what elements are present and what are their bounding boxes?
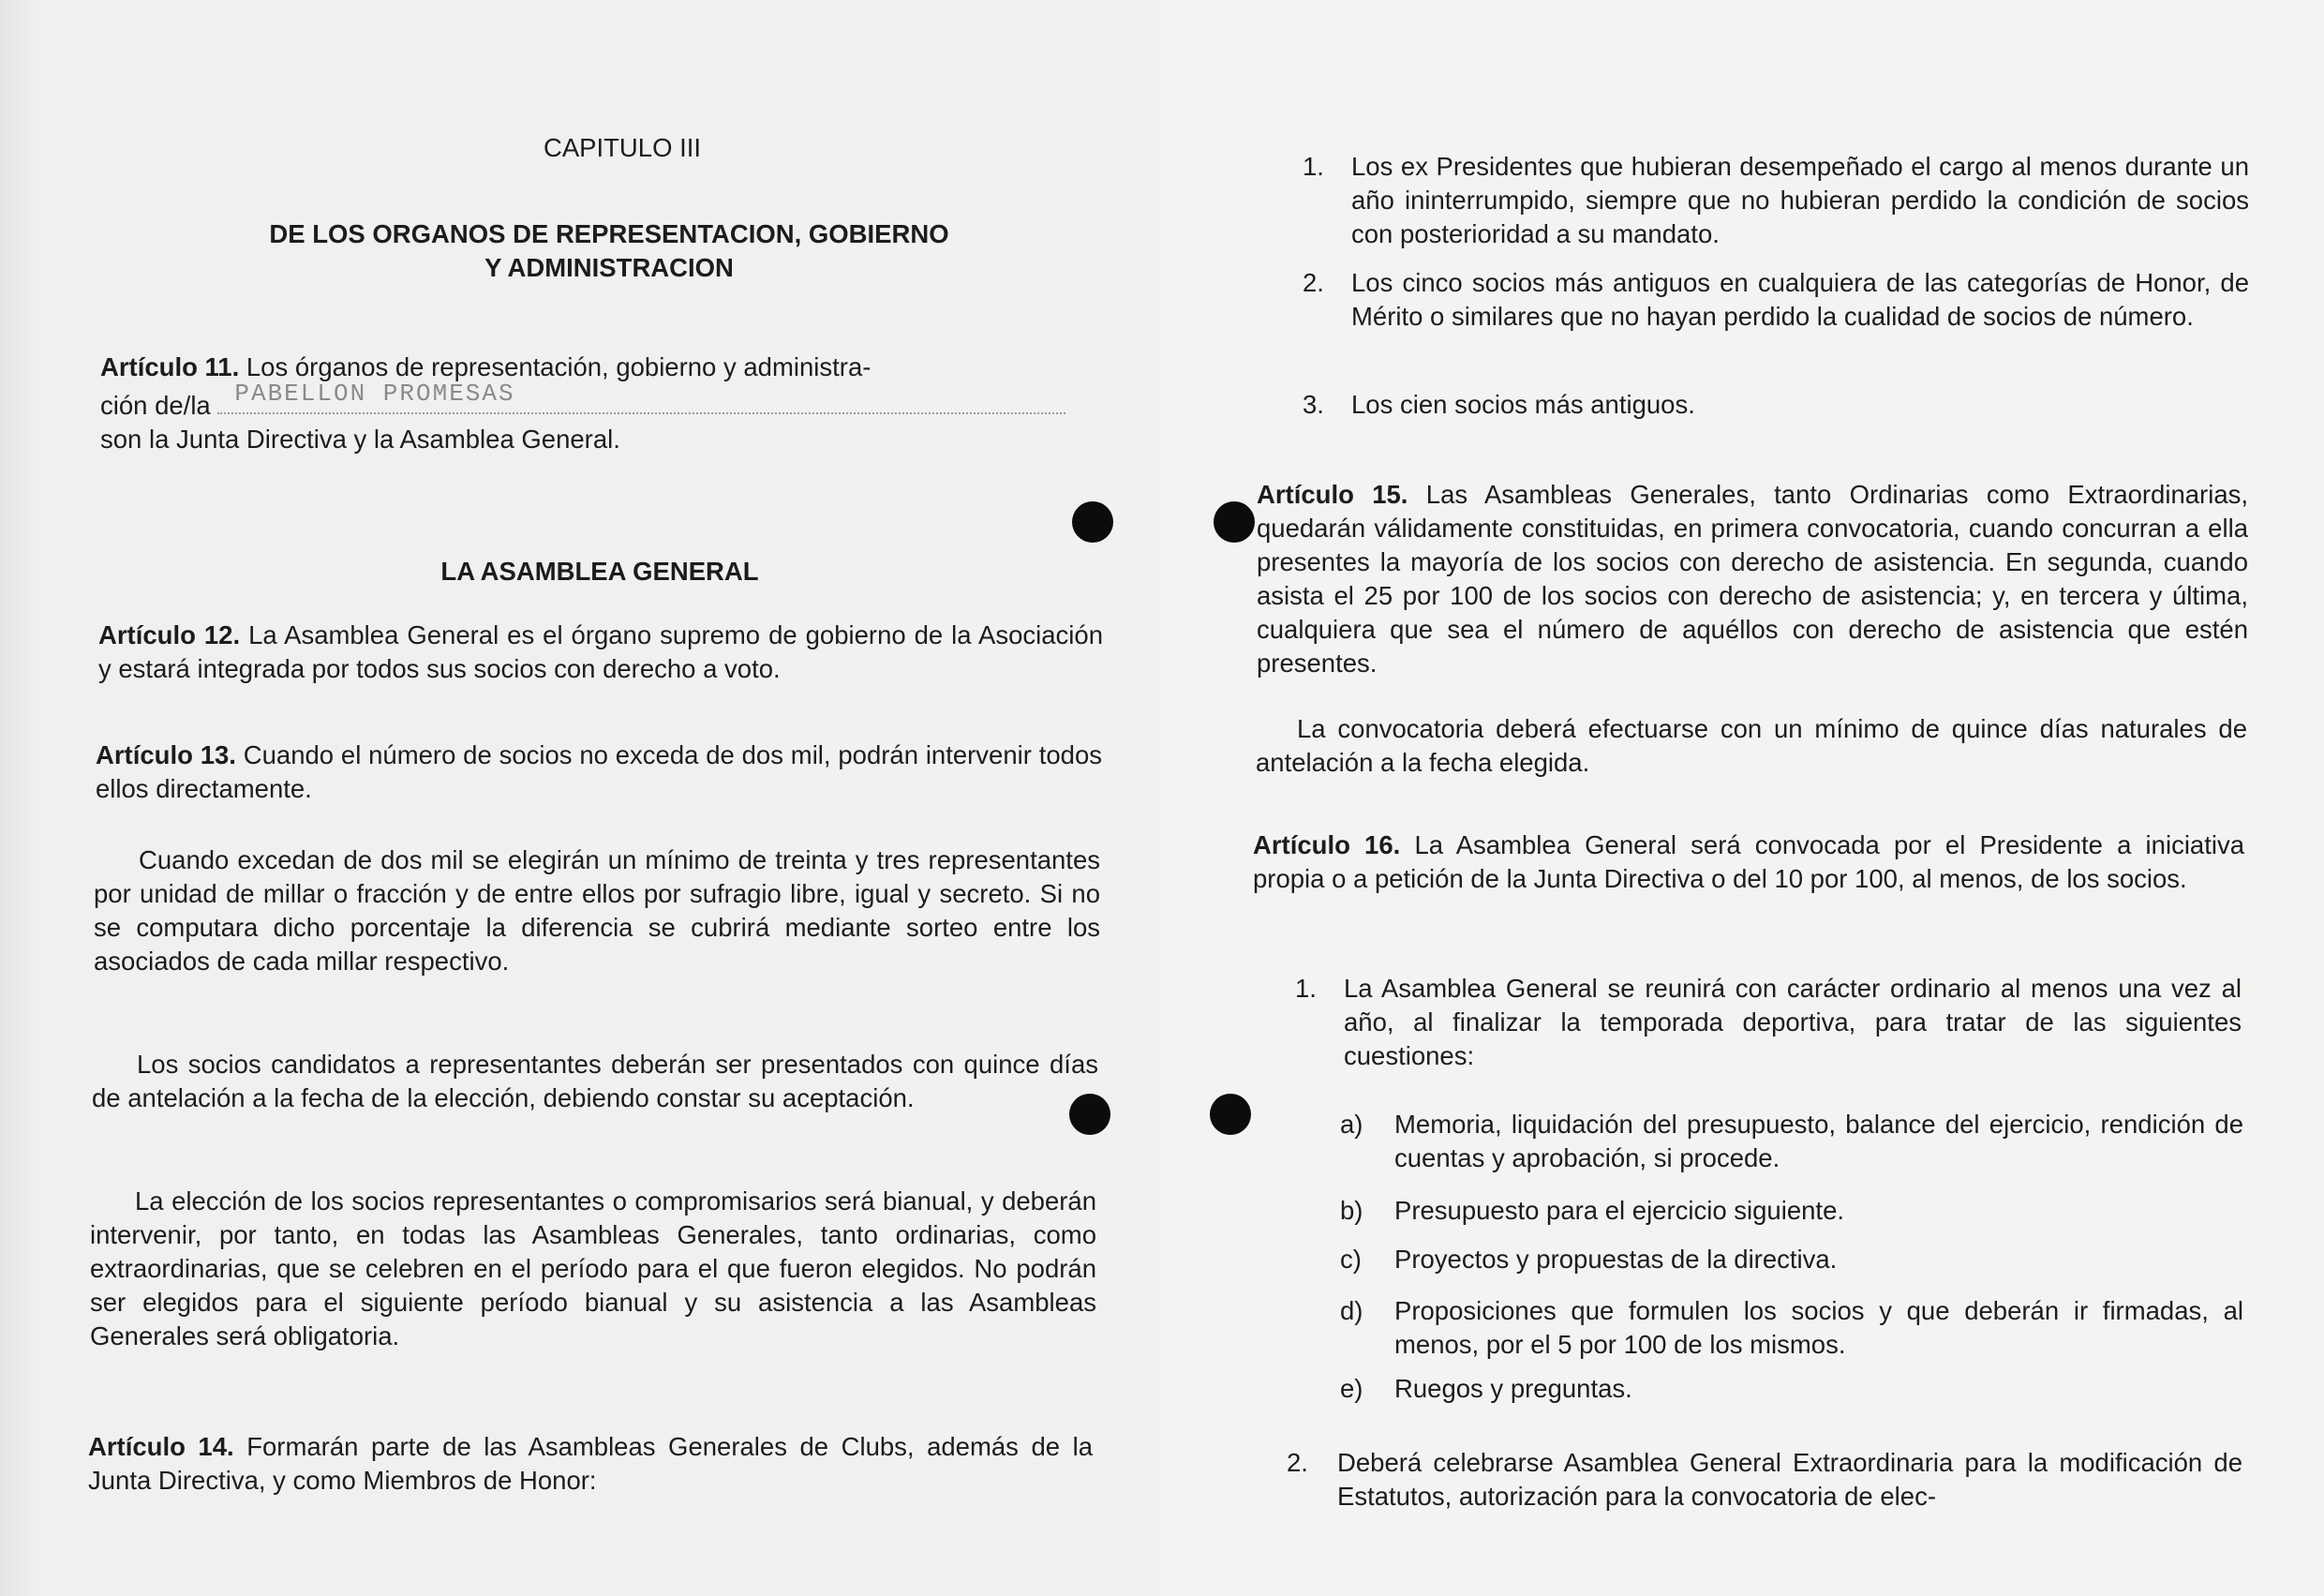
list-number: 3. xyxy=(1303,390,1324,419)
article-label: Artículo 15. xyxy=(1257,480,1408,509)
typed-club-name: PABELLON PROMESAS xyxy=(234,380,515,408)
list-number: 2. xyxy=(1287,1448,1308,1477)
sub-item-letter: d) xyxy=(1340,1296,1363,1325)
article-text: La Asamblea General será convocada por el Presidente a iniciativa propia o a petición de la Junta Directiva o del 10 por 100, al menos, de los socios. xyxy=(1253,830,2245,893)
paragraph: Los socios candidatos a representantes deberán ser presentados con quince días de antelación a la fecha de la elección, debiendo constar su aceptación. xyxy=(92,1050,1098,1112)
sub-item-letter: a) xyxy=(1340,1110,1363,1139)
article-text: La Asamblea General es el órgano supremo de gobierno de la Asociación y estará integrada por todos sus socios con derecho a voto. xyxy=(98,620,1104,683)
article-text: Los órganos de representación, gobierno y administra- xyxy=(246,352,872,381)
article-text: Formarán parte de las Asambleas Generales de Clubs, además de la Junta Directiva, y como Miembros de Honor: xyxy=(88,1432,1094,1495)
list-number: 2. xyxy=(1303,268,1324,297)
article-text: Cuando el número de socios no exceda de dos mil, podrán intervenir todos ellos directamente. xyxy=(96,740,1103,803)
section-heading: LA ASAMBLEA GENERAL xyxy=(440,557,759,586)
article-12 xyxy=(98,619,1103,686)
sub-item-letter: b) xyxy=(1340,1196,1363,1225)
article-label: Artículo 12. xyxy=(98,620,241,649)
fill-in-line xyxy=(217,380,1065,414)
paragraph: La elección de los socios representantes o compromisarios será bianual, y deberán intervenir, por tanto, en todas las Asambleas Generales, tanto ordinarias, como extraordinarias, que se celebren en el período para el que fueron elegidos. No podrán ser elegidos para el siguiente período bianual y su asistencia a las Asambleas Generales será obligatoria. xyxy=(90,1186,1096,1350)
paragraph: Cuando excedan de dos mil se elegirán un mínimo de treinta y tres representantes por unidad de millar o fracción y de entre ellos por sufragio libre, igual y secreto. Si no se computara dicho porcentaje la diferencia se cubrirá mediante sorteo entre los asociados de cada millar respectivo. xyxy=(94,845,1100,976)
punch-hole xyxy=(1210,1094,1251,1135)
list-text: Los cinco socios más antiguos en cualquiera de las categorías de Honor, de Mérito o similares que no hayan perdido la cualidad de socios de número. xyxy=(1351,268,2249,331)
paragraph: La convocatoria deberá efectuarse con un mínimo de quince días naturales de antelación a la fecha elegida. xyxy=(1256,714,2247,777)
chapter-heading-line1: DE LOS ORGANOS DE REPRESENTACION, GOBIERNO xyxy=(269,219,949,248)
sub-item-text: Ruegos y preguntas. xyxy=(1394,1374,1632,1403)
sub-item-letter: c) xyxy=(1340,1245,1362,1274)
list-text: Deberá celebrarse Asamblea General Extraordinaria para la modificación de Estatutos, autorización para la convocatoria de elec- xyxy=(1337,1448,2242,1511)
article-15 xyxy=(1257,478,2248,680)
article-text: son la Junta Directiva y la Asamblea General. xyxy=(100,425,620,454)
article-14 xyxy=(88,1430,1093,1498)
sub-item-text: Memoria, liquidación del presupuesto, balance del ejercicio, rendición de cuentas y aprobación, si procede. xyxy=(1394,1110,2243,1172)
article-label: Artículo 11. xyxy=(100,352,240,381)
sub-item-text: Proposiciones que formulen los socios y que deberán ir firmadas, al menos, por el 5 por 100 de los mismos. xyxy=(1394,1296,2243,1359)
article-text: ción de/la xyxy=(100,391,211,420)
article-16 xyxy=(1253,828,2244,896)
chapter-title: CAPITULO III xyxy=(543,133,702,162)
punch-hole xyxy=(1214,501,1255,543)
punch-hole xyxy=(1072,501,1113,543)
list-text: Los ex Presidentes que hubieran desempeñado el cargo al menos durante un año ininterrumpido, siempre que no hubieran perdido la condición de socios con posterioridad a su mandato. xyxy=(1351,152,2249,248)
right-page xyxy=(1162,0,2324,1596)
article-text: Las Asambleas Generales, tanto Ordinarias como Extraordinarias, quedarán válidamente constituidas, en primera convocatoria, cuando concurran a ella presentes la mayoría de los socios con derecho de asistencia. En segunda, cuando asista el 25 por 100 de los socios con derecho de asistencia; y, en tercera y última, cualquiera que sea el número de aquéllos con derecho de asistencia que estén presentes. xyxy=(1257,480,2249,678)
article-label: Artículo 14. xyxy=(88,1432,234,1461)
article-13 xyxy=(96,738,1102,806)
list-text: Los cien socios más antiguos. xyxy=(1351,390,1695,419)
list-number: 1. xyxy=(1303,152,1324,181)
chapter-heading-line2: Y ADMINISTRACION xyxy=(484,253,734,282)
punch-hole xyxy=(1069,1094,1110,1135)
list-text: La Asamblea General se reunirá con carácter ordinario al menos una vez al año, al finalizar la temporada deportiva, para tratar de las siguientes cuestiones: xyxy=(1344,974,2242,1070)
sub-item-text: Presupuesto para el ejercicio siguiente. xyxy=(1394,1196,1845,1225)
list-number: 1. xyxy=(1295,974,1317,1003)
article-11 xyxy=(100,351,1105,456)
article-label: Artículo 16. xyxy=(1253,830,1401,859)
sub-item-text: Proyectos y propuestas de la directiva. xyxy=(1394,1245,1838,1274)
article-label: Artículo 13. xyxy=(96,740,236,769)
sub-item-letter: e) xyxy=(1340,1374,1363,1403)
